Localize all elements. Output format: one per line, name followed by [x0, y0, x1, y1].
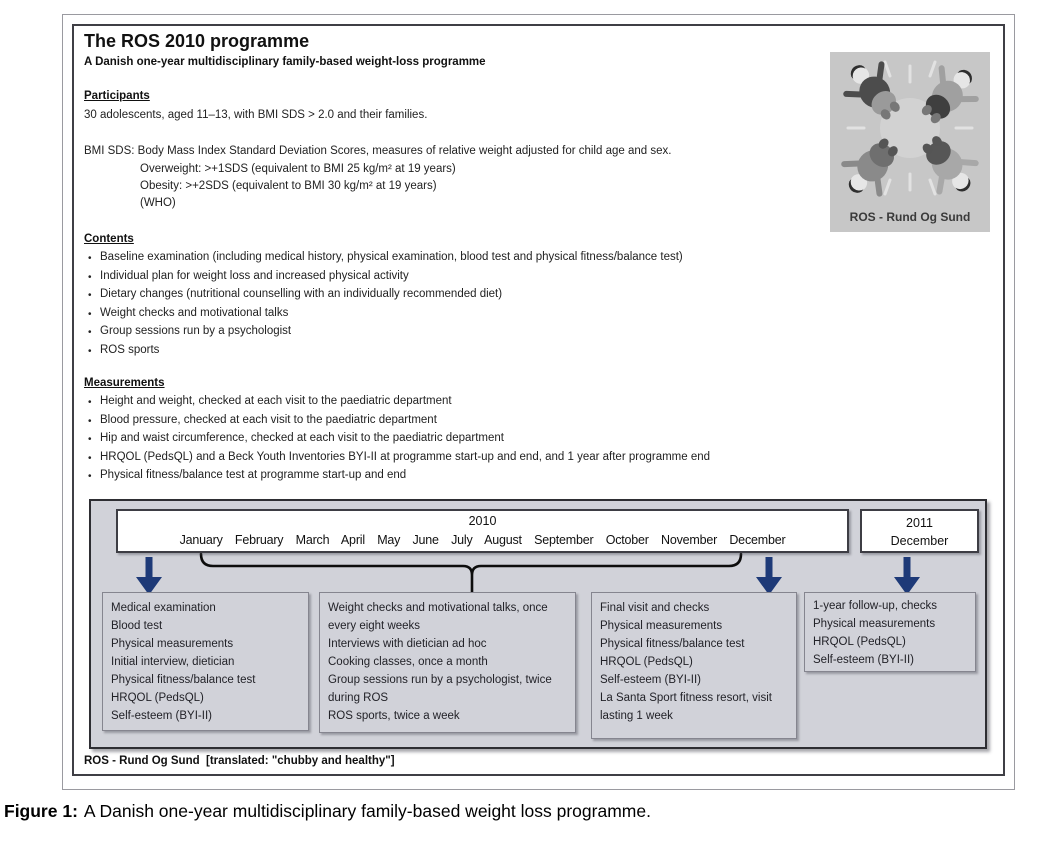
box-line: Self-esteem (BYI-II): [813, 654, 914, 666]
timeline-2010-months: January February March April May June July August September October November December: [179, 533, 786, 547]
timeline-box-final: [591, 592, 797, 739]
ros-logo-illustration: [830, 52, 990, 202]
ros-logo: [830, 52, 990, 232]
bullet-icon: •: [88, 471, 92, 482]
timeline-2010-box: [116, 509, 849, 553]
box-line: Self-esteem (BYI-II): [600, 674, 701, 686]
box-line: La Santa Sport fitness resort, visit lasting 1 week: [600, 692, 772, 722]
bullet-icon: •: [88, 253, 92, 264]
figure-main-box: [72, 24, 1005, 776]
bullet-icon: •: [88, 327, 92, 338]
ros-translation-note: ROS - Rund Og Sund [translated: "chubby and healthy"]: [84, 755, 395, 767]
timeline-box-startup: [102, 592, 309, 731]
box-line: Weight checks and motivational talks, once every eight weeks: [328, 602, 548, 632]
list-item: [84, 414, 710, 433]
bullet-icon: •: [88, 434, 92, 445]
box-line: 1-year follow-up, checks: [813, 600, 937, 612]
list-item: [84, 270, 683, 289]
list-item-text: Blood pressure, checked at each visit to the paediatric department: [100, 413, 437, 426]
box-line: Physical measurements: [813, 618, 936, 630]
bullet-icon: •: [88, 397, 92, 408]
list-item: [84, 432, 710, 451]
box-line: ROS sports, twice a week: [328, 710, 460, 722]
bullet-icon: •: [88, 290, 92, 301]
measurements-list: [84, 395, 710, 488]
list-item: [84, 325, 683, 344]
ros-logo-caption: ROS - Rund Og Sund: [849, 210, 971, 224]
timeline-2011-year: 2011: [906, 516, 933, 530]
list-item-text: Weight checks and motivational talks: [100, 306, 289, 319]
box-line: Self-esteem (BYI-II): [111, 710, 212, 722]
box-line: Physical fitness/balance test: [600, 638, 745, 650]
bmi-overweight: Overweight: >+1SDS (equivalent to BMI 25 kg/m² at 19 years): [140, 163, 456, 175]
list-item: [84, 288, 683, 307]
down-arrow-icon: [136, 557, 162, 595]
list-item-text: Individual plan for weight loss and increased physical activity: [100, 269, 409, 282]
box-line: Blood test: [111, 620, 163, 632]
down-arrow-icon: [894, 557, 920, 595]
bullet-icon: •: [88, 271, 92, 283]
timeline-2011-month: December: [890, 534, 949, 548]
bmi-obesity: Obesity: >+2SDS (equivalent to BMI 30 kg/m² at 19 years): [140, 180, 437, 192]
participants-text: 30 adolescents, aged 11–13, with BMI SDS > 2.0 and their families.: [84, 109, 428, 121]
box-line: Cooking classes, once a month: [328, 656, 488, 668]
list-item-text: Baseline examination (including medical history, physical examination, blood test and physical fitness/balance test): [100, 251, 683, 263]
bullet-icon: •: [88, 308, 92, 320]
box-line: Interviews with dietician ad hoc: [328, 638, 487, 650]
box-line: Physical fitness/balance test: [111, 674, 256, 686]
measurements-heading: Measurements: [84, 377, 165, 389]
list-item-text: Height and weight, checked at each visit to the paediatric department: [100, 395, 452, 407]
figure-title: The ROS 2010 programme: [84, 31, 310, 51]
bullet-icon: •: [88, 452, 92, 464]
list-item-text: Hip and waist circumference, checked at each visit to the paediatric department: [100, 432, 504, 444]
box-line: Final visit and checks: [600, 602, 710, 614]
bmi-who: (WHO): [140, 197, 176, 209]
box-line: HRQOL (PedsQL): [111, 692, 204, 704]
figure-caption-text: A Danish one-year multidisciplinary family-based weight loss programme.: [83, 801, 651, 821]
list-item: [84, 307, 683, 326]
box-line: Physical measurements: [600, 620, 723, 632]
timeline-panel: [89, 499, 987, 749]
box-line: Medical examination: [111, 602, 216, 614]
box-line: HRQOL (PedsQL): [813, 636, 906, 648]
bmi-definition: BMI SDS: Body Mass Index Standard Deviation Scores, measures of relative weight adjusted for child age and sex.: [84, 145, 672, 157]
list-item-text: Dietary changes (nutritional counselling with an individually recommended diet): [100, 288, 503, 300]
box-line: Group sessions run by a psychologist, twice during ROS: [328, 674, 552, 704]
timeline-2011-box: [860, 509, 979, 553]
list-item: [84, 395, 710, 414]
down-arrow-icon: [756, 557, 782, 595]
list-item: [84, 469, 710, 488]
participants-heading: Participants: [84, 90, 150, 102]
list-item-text: Group sessions run by a psychologist: [100, 325, 292, 337]
list-item: [84, 251, 683, 270]
contents-list: [84, 251, 683, 362]
timeline-box-during: [319, 592, 576, 733]
timeline-box-followup: [804, 592, 976, 672]
bullet-icon: •: [88, 345, 92, 357]
box-line: Initial interview, dietician: [111, 656, 235, 668]
list-item: [84, 344, 683, 363]
contents-heading: Contents: [84, 233, 134, 245]
bullet-icon: •: [88, 415, 92, 427]
timeline-2010-year: 2010: [468, 514, 497, 528]
list-item: [84, 451, 710, 470]
box-line: HRQOL (PedsQL): [600, 656, 693, 668]
list-item-text: HRQOL (PedsQL) and a Beck Youth Inventories BYI-II at programme start-up and end, and 1 year after programme end: [100, 450, 711, 463]
list-item-text: Physical fitness/balance test at programme start-up and end: [100, 469, 407, 481]
figure-caption: [4, 801, 651, 822]
figure-subtitle: A Danish one-year multidisciplinary family-based weight-loss programme: [84, 56, 486, 68]
box-line: Physical measurements: [111, 638, 234, 650]
figure-caption-label: Figure 1:: [4, 801, 78, 821]
list-item-text: ROS sports: [100, 343, 160, 356]
